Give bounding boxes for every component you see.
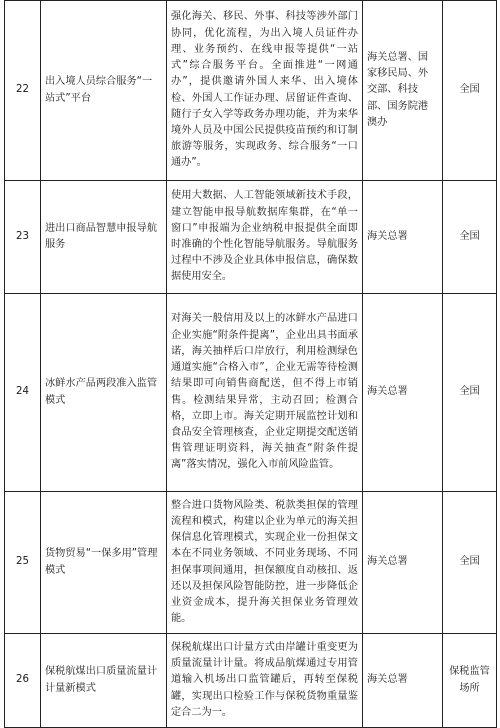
applicable-scope: 全国	[443, 1, 497, 181]
item-name: 货物贸易“一保多用”管理模式	[41, 492, 167, 634]
applicable-scope: 全国	[443, 181, 497, 294]
item-name: 出入境人员综合服务“一站式”平台	[41, 1, 167, 181]
table-row	[5, 1, 497, 181]
item-name: 冰鲜水产品两段准入监管模式	[41, 294, 167, 492]
item-name: 保税航煤出口质量流量计计量新模式	[41, 634, 167, 728]
responsible-unit: 海关总署、国家移民局、外交部、科技部、国务院港澳办	[363, 1, 443, 181]
responsible-unit: 海关总署	[363, 634, 443, 728]
responsible-unit: 海关总署	[363, 294, 443, 492]
row-number: 23	[5, 181, 41, 294]
row-number: 25	[5, 492, 41, 634]
table-row	[5, 181, 497, 294]
item-description: 强化海关、移民、外事、科技等涉外部门协同，优化流程，为出入境人员证件办理、业务预约、在线申报等提供“一站式”综合服务平台。全面推进“一网通办”，提供邀请外国人来华、出入境体检、外国人工作证办理、居留证件查询、随行子女入学等政务办理功能，并为来华境外人员及中国公民提供疫苗预约和订制旅游等服务，实现政务、综合服务“一口通办”。	[167, 1, 363, 181]
item-description: 保税航煤出口计量方式由岸罐计重变更为质量流量计计量。将成品航煤通过专用管道输入机场出口监管罐后，再转至保税罐，实现出口检验工作与保税货物重量鉴定合二为一。	[167, 634, 363, 728]
table-row	[5, 492, 497, 634]
responsible-unit: 海关总署	[363, 181, 443, 294]
item-description: 整合进口货物风险类、税款类担保的管理流程和模式，构建以企业为单元的海关担保信息化管理模式，实现企业一份担保文本在不同业务领域、不同业务现场、不同担保事项间通用，担保额度自动核扣、返还以及担保风险智能防控，进一步降低企业资金成本，提升海关担保业务管理效能。	[167, 492, 363, 634]
item-description: 对海关一般信用及以上的冰鲜水产品进口企业实施“附条件提离”，企业出具书面承诺，海关抽样后口岸放行，利用检测绿色通道实施“合格入市”，企业无需等待检测结果即可向销售商配送，但不得上市销售。检测结果异常，主动召回；检测合格，立即上市。海关定期开展监控计划和食品安全管理核查，企业定期提交配送销售管理证明资料，海关抽查“附条件提离”落实情况，强化入市前风险监管。	[167, 294, 363, 492]
applicable-scope: 保税监管场所	[443, 634, 497, 728]
item-name: 进出口商品智慧申报导航服务	[41, 181, 167, 294]
row-number: 24	[5, 294, 41, 492]
table-row	[5, 294, 497, 492]
row-number: 26	[5, 634, 41, 728]
applicable-scope: 全国	[443, 294, 497, 492]
policy-table	[4, 0, 497, 728]
item-description: 使用大数据、人工智能领域新技术手段，建立智能申报导航数据库集群，在“单一窗口”申报端为企业纳税申报提供全面即时准确的个性化智能导航服务。导航服务过程中不涉及企业具体申报信息，确保数据使用安全。	[167, 181, 363, 294]
responsible-unit: 海关总署	[363, 492, 443, 634]
row-number: 22	[5, 1, 41, 181]
table-row	[5, 634, 497, 728]
applicable-scope: 全国	[443, 492, 497, 634]
